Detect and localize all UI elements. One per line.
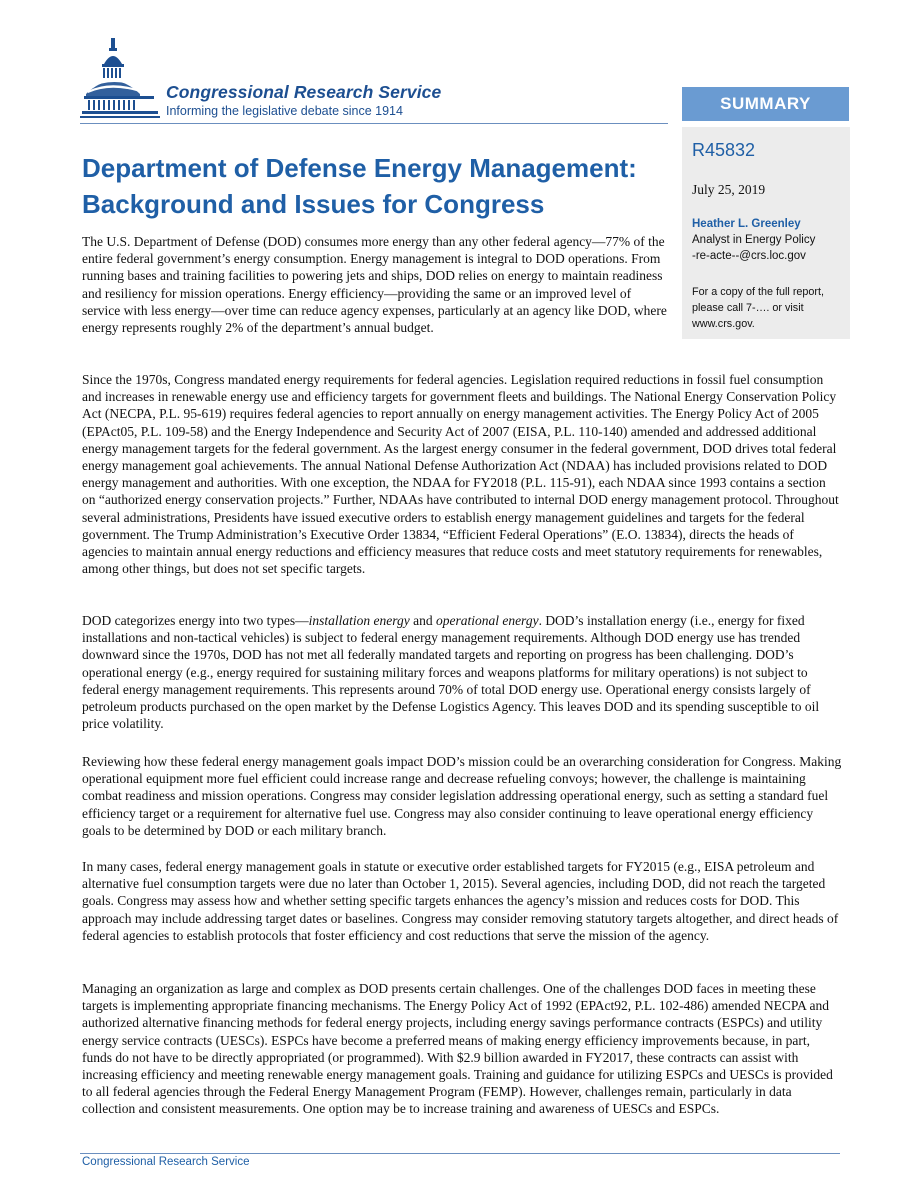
summary-tab: SUMMARY	[682, 87, 849, 121]
paragraph-mission-impact: Reviewing how these federal energy management goals impact DOD’s mission could be an overarching consideration for Congress. Making operational equipment more fuel efficient could increase range and decrease refueling convoys; however, the challenge is maintaining combat readiness and mission operations. Congress may consider legislation addressing operational energy, such as setting a standard fuel efficiency target or a requirement for alternative fuel use. Congress may also consider continuing to leave operational energy efficiency goals to be determined by DOD or each military branch.	[82, 754, 842, 838]
capitol-dome-icon	[80, 34, 166, 124]
paragraph-legislation: Since the 1970s, Congress mandated energy requirements for federal agencies. Legislation required reductions in fossil fuel consumption and increases in renewable energy use and efficiency targets for government fleets and buildings. The National Energy Conservation Policy Act (NECPA, P.L. 95-619) requires federal agencies to report annually on energy management activities. The Energy Policy Act of 2005 (EPAct05, P.L. 109-58) and the Energy Independence and Security Act of 2007 (EISA, P.L. 110-140) amended and addressed additional energy management targets for the federal government. As the largest energy consumer in the federal government, DOD drives total federal energy management goal achievements. The annual National Defense Authorization Act (NDAA) has included provisions related to DOD energy management and authorities. With one exception, the NDAA for FY2018 (P.L. 115-91), each NDAA since 1993 contains a section on “authorized energy conservation projects.” Further, NDAAs have contributed to internal DOD energy management protocol. Throughout several administrations, Presidents have issued executive orders to establish energy management guidelines and targets for the federal government. The Trump Administration’s Executive Order 13834, “Efficient Federal Operations” (E.O. 13834), directs the heads of agencies to maintain annual energy reductions and efficiency measures that reduce costs and meet statutory requirements for renewables, among other things, but does not set specific targets.	[82, 372, 839, 577]
paragraph-text: and	[409, 613, 436, 628]
emphasis-operational-energy: operational energy	[435, 613, 539, 628]
paragraph-targets: In many cases, federal energy management goals in statute or executive order established targets for FY2015 (e.g., EISA petroleum and alternative fuel consumption targets were due no later than October 1, 2015). Several agencies, including DOD, did not reach the targeted goals. Congress may assess how and whether setting specific targets enhances the agency’s mission and reduces costs for DOD. This approach may include addressing target dates or baselines. Congress may consider removing statutory targets altogether, and direct heads of federal agencies to establish protocols that foster efficiency and cost reductions that serve the mission of the agency.	[82, 859, 839, 943]
paragraph-text: DOD categorizes energy into two types—	[82, 613, 309, 628]
report-date: July 25, 2019	[692, 182, 766, 197]
header-divider	[80, 123, 668, 124]
paragraph-financing: Managing an organization as large and complex as DOD presents certain challenges. One of the challenges DOD faces in meeting these targets is implementing appropriate financing mechanisms. The Energy Policy Act of 1992 (EPAct92, P.L. 102-486) amended NECPA and authorized alternative financing methods for federal energy projects, including energy savings performance contracts (ESPCs) and utility energy service contracts (UESCs). ESPCs have become a preferred means of making energy efficiency improvements because, in part, funds do not have to be directly appropriated (or programmed). With $2.9 billion awarded in FY2017, these contracts can assist with increasing efficiency and meeting renewable energy management goals. Training and guidance for utilizing ESPCs and UESCs is provided to all federal agencies through the Federal Energy Management Program (FEMP). However, challenges remain, particularly in data collection and consistent measurements. One option may be to increase training and awareness of UESCs and ESPCs.	[82, 981, 833, 1117]
crs-logo	[80, 34, 480, 124]
emphasis-installation-energy: installation energy	[308, 613, 410, 628]
copy-note: For a copy of the full report, please call 7-…. or visit www.crs.gov.	[692, 286, 825, 330]
org-tagline: Informing the legislative debate since 1914	[166, 104, 403, 118]
paragraph-energy-types	[82, 612, 842, 732]
report-number: R45832	[692, 140, 756, 160]
footer-org-name: Congressional Research Service	[82, 1156, 250, 1168]
paragraph-intro: The U.S. Department of Defense (DOD) consumes more energy than any other federal agency—77% of the entire federal government’s energy consumption. Energy management is integral to DOD operations. From running bases and training facilities to powering jets and ships, DOD relies on energy to maintain readiness and resiliency for mission operations. Energy efficiency—providing the same or an improved level of service with less energy—over time can reduce agency expenses, particularly at an agency like DOD, where energy represents roughly 2% of the department’s annual budget.	[82, 234, 667, 336]
footer-divider	[80, 1153, 840, 1154]
org-name: Congressional Research Service	[166, 82, 442, 102]
page-title: Department of Defense Energy Management: Background and Issues for Congress	[82, 153, 637, 219]
author-name: Heather L. Greenley	[692, 218, 801, 230]
author-email: -re-acte--@crs.loc.gov	[692, 250, 806, 262]
author-title: Analyst in Energy Policy	[692, 234, 816, 246]
paragraph-text: . DOD’s installation energy (i.e., energy for fixed installations and non-tactical vehicles) is subject to federal energy management requirements. Although DOD energy use has trended downward since the 1970s, DOD has not met all federally mandated targets and reporting on progress has been challenging. DOD’s operational energy (e.g., energy required for sustaining military forces and weapons platforms for military operations) is not subject to federal energy management requirements. This represents around 70% of total DOD energy use. Operational energy consists largely of petroleum products purchased on the open market by the Defense Logistics Agency. This leaves DOD and its spending susceptible to oil price volatility.	[82, 613, 820, 732]
